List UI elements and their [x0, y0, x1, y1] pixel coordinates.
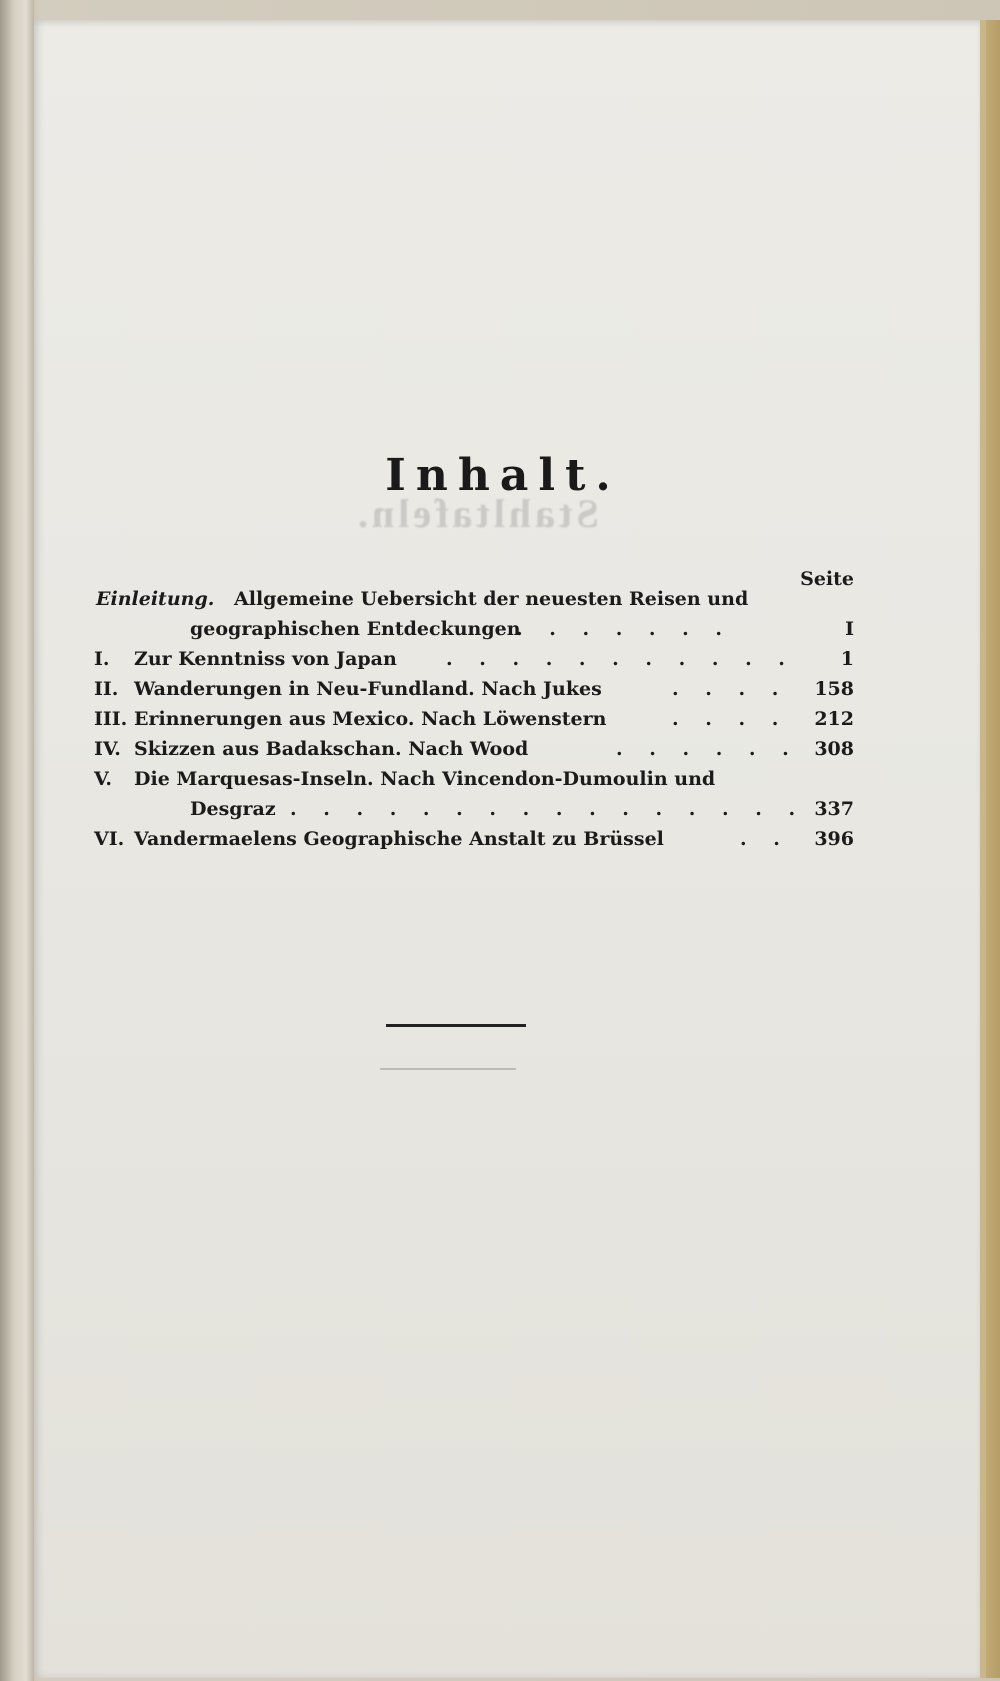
toc-entry-number: IV. — [94, 738, 121, 760]
page-title: Inhalt. — [385, 450, 621, 501]
toc-entry-text: Die Marquesas-Inseln. Nach Vincendon-Dumoulin und — [134, 768, 716, 790]
toc-entry-text: geographischen Entdeckungen — [190, 618, 521, 640]
toc-row — [94, 828, 854, 858]
toc-page-number: 1 — [840, 648, 854, 670]
toc-leader-dots: . . . . — [672, 678, 789, 700]
toc-entry-text: Erinnerungen aus Mexico. Nach Löwenstern — [134, 708, 607, 730]
toc-row — [94, 708, 854, 738]
toc-label-italic: Einleitung. — [96, 588, 215, 610]
toc-page-number: 308 — [814, 738, 854, 760]
toc-page-number: 158 — [814, 678, 854, 700]
previous-page-edge — [0, 0, 34, 1681]
toc-row — [94, 738, 854, 768]
toc-entry-text: Desgraz — [190, 798, 276, 820]
toc-page-number: I — [845, 618, 854, 640]
toc-row — [94, 588, 854, 618]
toc-leader-dots: . . . . . . . . . . . . . . . . — [290, 798, 806, 820]
toc-row — [94, 798, 854, 828]
toc-entry-number: I. — [94, 648, 110, 670]
toc-leader-dots: . . — [740, 828, 790, 850]
page-column-header: Seite — [800, 568, 854, 590]
toc-leader-dots: . . . . . . . — [516, 618, 732, 640]
toc-page-number: 212 — [814, 708, 854, 730]
section-divider — [386, 1024, 526, 1027]
toc-page-number: 396 — [814, 828, 854, 850]
toc-entry-number: II. — [94, 678, 119, 700]
show-through-divider — [380, 1068, 516, 1070]
toc-page-number: 337 — [814, 798, 854, 820]
toc-leader-dots: . . . . . . . . . . . — [446, 648, 795, 670]
toc-row — [94, 768, 854, 798]
toc-entry-text: Vandermaelens Geographische Anstalt zu Brüssel — [134, 828, 664, 850]
show-through-title: Stahltafeln. — [354, 491, 599, 536]
toc-entry-number: III. — [94, 708, 128, 730]
toc-leader-dots: . . . . . . — [616, 738, 799, 760]
toc-leader-dots: . . . . — [672, 708, 789, 730]
toc-row — [94, 618, 854, 648]
toc-entry-text: Skizzen aus Badakschan. Nach Wood — [134, 738, 529, 760]
toc-entry-text: Zur Kenntniss von Japan — [134, 648, 397, 670]
toc-row — [94, 648, 854, 678]
toc-entry-number: V. — [94, 768, 113, 790]
toc-row — [94, 678, 854, 708]
toc-entry-number: VI. — [94, 828, 125, 850]
toc-entry-text: Allgemeine Uebersicht der neuesten Reisen und — [234, 588, 749, 610]
book-page — [34, 20, 986, 1678]
toc-entry-text: Wanderungen in Neu-Fundland. Nach Jukes — [134, 678, 602, 700]
